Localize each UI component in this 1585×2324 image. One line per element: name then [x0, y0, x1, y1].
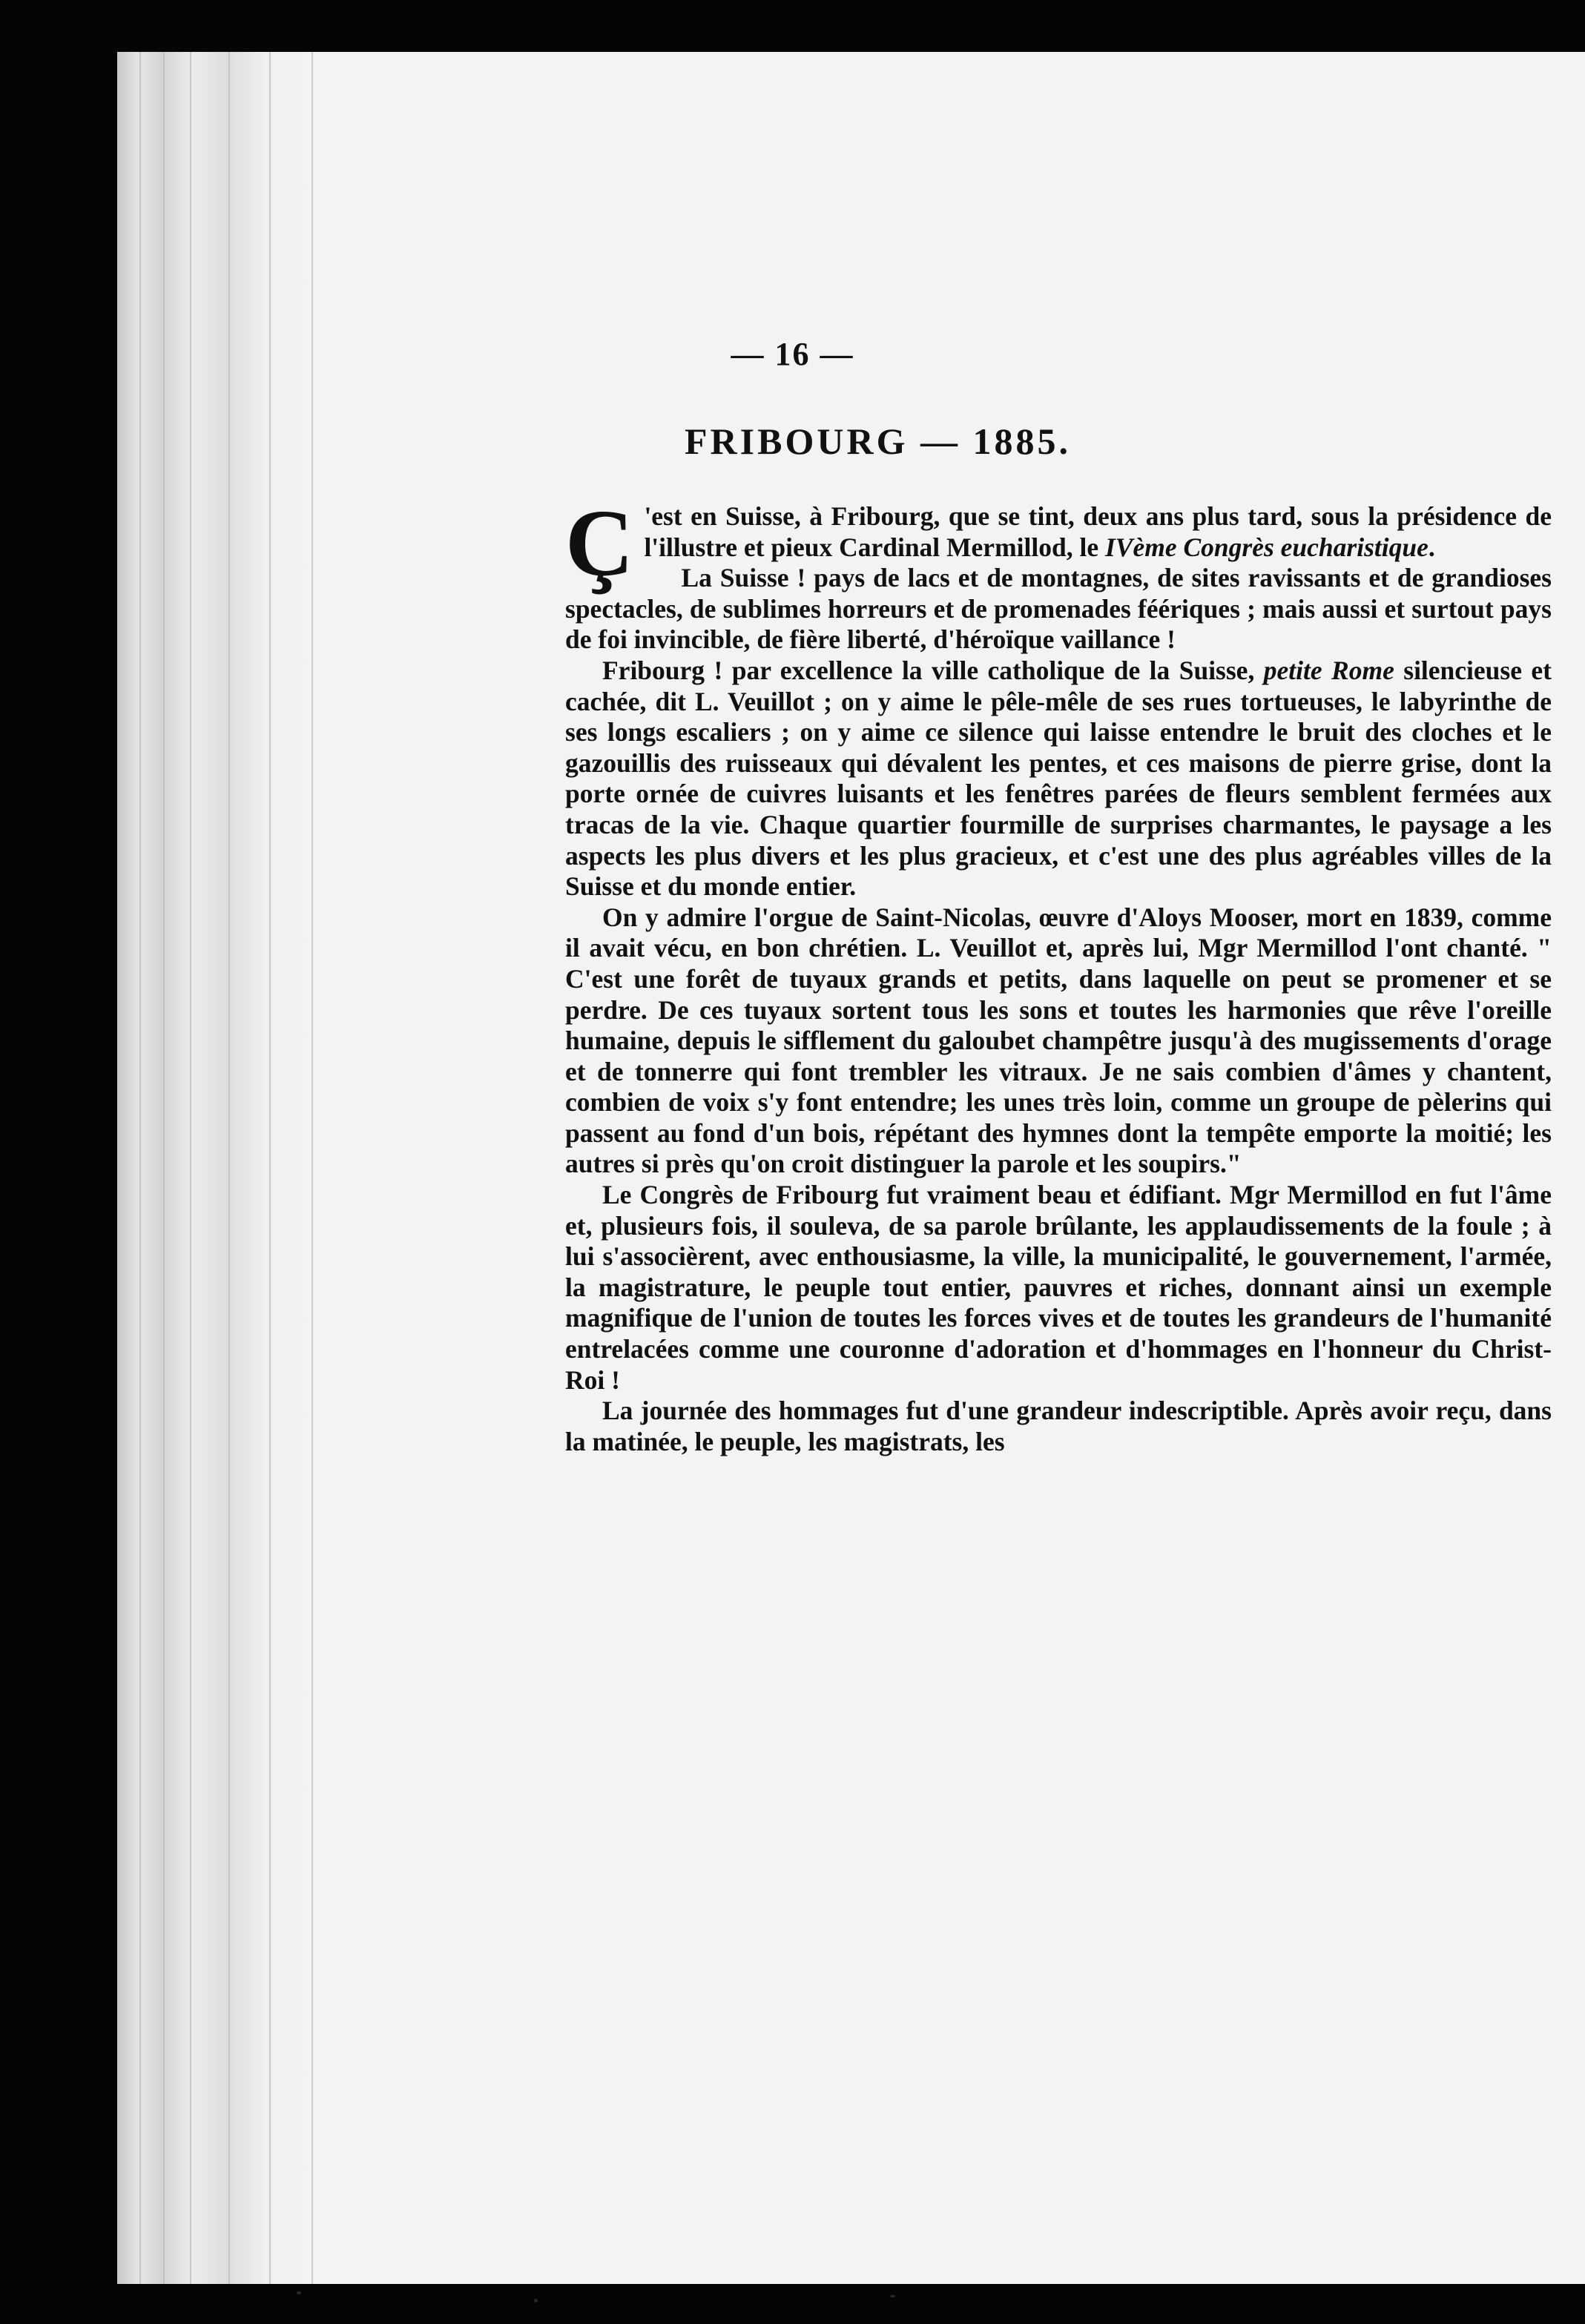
body-text [565, 490, 1552, 1457]
page-edge [269, 52, 271, 2284]
page-edge [228, 52, 230, 2284]
page-number: — 16 — [731, 336, 854, 372]
page-edge [190, 52, 191, 2284]
italic-text: IVème Congrès eucharistique [1104, 532, 1429, 562]
paragraph: La journée des hommages fut d'une grandeur indescriptible. Après avoir reçu, dans la matinée, le peuple, les magistrats, les [565, 1396, 1552, 1456]
paragraph-text: Fribourg ! par excellence la ville catholique de la Suisse, [602, 655, 1264, 685]
italic-text: petite Rome [1263, 655, 1394, 685]
drop-cap: Ç [565, 490, 634, 595]
scan-speck [534, 2299, 538, 2302]
page-edge [163, 52, 165, 2284]
page-edge [139, 52, 141, 2284]
scan-speck [297, 2291, 301, 2294]
page-edge [312, 52, 313, 2284]
paragraph [565, 656, 1552, 902]
chapter-title: FRIBOURG — 1885. [685, 420, 1071, 462]
scan-speck [890, 2295, 895, 2297]
paragraph: Le Congrès de Fribourg fut vraiment beau et édifiant. Mgr Mermillod en fut l'âme et, plusieurs fois, il souleva, de sa parole brûlante, les applaudissements de la foule ; à lui s'associèrent, avec enthousiasme, la ville, la municipalité, le gouvernement, l'armée, la magistrature, le peuple tout entier, pauvres et riches, donnant ainsi un exemple magnifique de l'union de toutes les forces vives et de toutes les grandeurs de l'humanité entrelacées comme une couronne d'adoration et d'hommages en l'honneur du Christ-Roi ! [565, 1180, 1552, 1395]
paragraph: On y admire l'orgue de Saint-Nicolas, œuvre d'Aloys Mooser, mort en 1839, comme il avait vécu, en bon chrétien. L. Veuillot et, après lui, Mgr Mermillod l'ont chanté. " C'est une forêt de tuyaux grands et petits, dans laquelle on peut se promener et se perdre. De ces tuyaux sortent tous les sons et toutes les harmonies que rêve l'oreille humaine, depuis le sifflement du galoubet champêtre jusqu'à des mugissements d'orage et de tonnerre qui font trembler les vitraux. Je ne sais combien d'âmes y chantent, combien de voix s'y font entendre; les unes très loin, comme un groupe de pèlerins qui passent au fond d'un bois, répétant des hymnes dont la tempête emporte la moitié; les autres si près qu'on croit distinguer la parole et les soupirs." [565, 902, 1552, 1179]
paragraph [565, 490, 1552, 595]
paragraph-text: 'est en Suisse, à Fribourg, que se tint, deux ans plus tard, sous la présidence de l'illustre et pieux Cardinal Mermillod, le [644, 501, 1552, 562]
paragraph: La Suisse ! pays de lacs et de montagnes, de sites ravissants et de grandioses spectacles, de sublimes horreurs et de promenades féériques ; mais aussi et surtout pays de foi invincible, de fière liberté, d'héroïque vaillance ! [565, 563, 1552, 655]
paragraph-text: silencieuse et cachée, dit L. Veuillot ; on y aime le pêle-mêle de ses rues tortueuses, le labyrinthe de ses longs escaliers ; on y aime ce silence qui laisse entendre le bruit des cloches et le gazouillis des ruisseaux qui dévalent les pentes, et ces maisons de pierre grise, dont la porte ornée de cuivres luisants et les fenêtres parées de fleurs semblent fermées aux tracas de la vie. Chaque quartier fourmille de surprises charmantes, le paysage a les aspects les plus divers et les plus gracieux, et c'est une des plus agréables villes de la Suisse et du monde entier. [565, 655, 1552, 902]
paragraph-text: . [1428, 532, 1435, 562]
